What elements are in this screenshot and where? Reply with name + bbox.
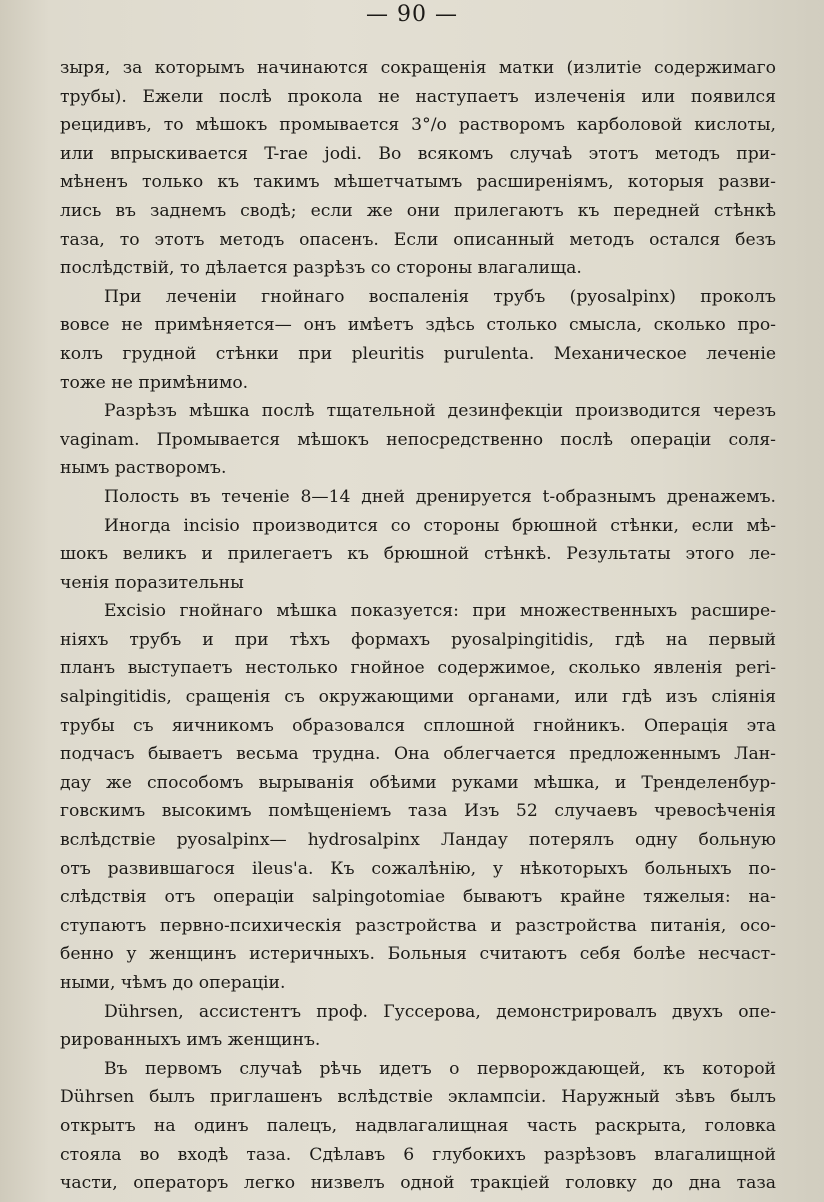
- text-line: или впрыскивается T-rae jodi. Во всякомъ случаѣ этотъ методъ при-: [60, 143, 776, 164]
- text-line: мѣненъ только къ такимъ мѣшетчатымъ расширеніямъ, которыя разви-: [60, 172, 776, 193]
- text-line: послѣдствій, то дѣлается разрѣзъ со стороны влагалища.: [60, 258, 582, 279]
- text-line: рированныхъ имъ женщинъ.: [60, 1030, 321, 1051]
- text-line: дау же способомъ вырыванія обѣими руками мѣшка, и Тренделенбур-: [60, 772, 776, 793]
- text-line: ступаютъ первно-психическія разстройства и разстройства питанія, осо-: [60, 915, 776, 936]
- text-line: тоже не примѣнимо.: [60, 372, 249, 393]
- text-line: salpingitidis, сращенія съ окружающими органами, или гдѣ изъ сліянія: [60, 687, 776, 708]
- text-line: стояла во входѣ таза. Сдѣлавъ 6 глубокихъ разрѣзовъ влагалищной: [60, 1144, 776, 1165]
- text-line: лись въ заднемъ сводѣ; если же они прилегаютъ къ передней стѣнкѣ: [60, 200, 776, 221]
- text-line: шокъ великъ и прилегаетъ къ брюшной стѣнкѣ. Результаты этого ле-: [60, 544, 776, 565]
- text-line: говскимъ высокимъ помѣщеніемъ таза Изъ 52 случаевъ чревосѣченія: [60, 801, 776, 822]
- text-line: трубы съ яичникомъ образовался сплошной гнойникъ. Операція эта: [60, 715, 776, 736]
- text-line: ченія поразительны: [60, 572, 244, 593]
- text-line: ными, чѣмъ до операціи.: [60, 973, 286, 993]
- text-line: Dührsen былъ приглашенъ вслѣдствіе эклампсіи. Наружный зѣвъ былъ: [60, 1087, 776, 1108]
- text-line: рецидивъ, то мѣшокъ промывается 3°/о растворомъ карболовой кислоты,: [60, 115, 776, 136]
- text-line: слѣдствія отъ операціи salpingotomiae бываютъ крайне тяжелыя: на-: [60, 887, 776, 908]
- text-line: Полость въ теченіе 8—14 дней дренируется t-образнымъ дренажемъ.: [104, 486, 776, 507]
- text-line: отъ развившагося ileus'a. Къ сожалѣнію, у нѣкоторыхъ больныхъ по-: [60, 858, 776, 879]
- text-line: таза, то этотъ методъ опасенъ. Если описанный методъ остался безъ: [60, 229, 776, 250]
- page-number: — 90 —: [366, 2, 458, 27]
- text-line: бенно у женщинъ истеричныхъ. Больныя считаютъ себя болѣе несчаст-: [60, 944, 776, 965]
- text-line: вовсе не примѣняется— онъ имѣетъ здѣсь столько смысла, сколько про-: [60, 315, 776, 336]
- text-line: vaginam. Промывается мѣшокъ непосредственно послѣ операціи соля-: [60, 429, 776, 450]
- text-line: части, операторъ легко низвелъ одной тракціей головку до дна таза: [60, 1173, 776, 1194]
- text-line: открытъ на одинъ палецъ, надвлагалищная часть раскрыта, головка: [60, 1115, 776, 1136]
- text-line: зыря, за которымъ начинаются сокращенія матки (излитіе содержимаго: [60, 58, 776, 78]
- text-line: вслѣдствіе pyosalpinx— hydrosalpinx Ландау потерялъ одну больную: [60, 830, 776, 851]
- text-line: ніяхъ трубъ и при тѣхъ формахъ pyosalpingitidis, гдѣ на первый: [60, 629, 776, 650]
- text-line: подчасъ бываетъ весьма трудна. Она облегчается предложеннымъ Лан-: [60, 744, 776, 765]
- text-line: трубы). Ежели послѣ прокола не наступаетъ излеченія или появился: [60, 86, 776, 107]
- text-line: Въ первомъ случаѣ рѣчь идетъ о перворождающей, къ которой: [104, 1058, 776, 1079]
- body-text: [60, 54, 776, 1198]
- text-line: Разрѣзъ мѣшка послѣ тщательной дезинфекціи производится черезъ: [104, 401, 776, 422]
- text-line: Excisio гнойнаго мѣшка показуется: при множественныхъ расшире-: [104, 601, 776, 622]
- text-line: Иногда incisio производится со стороны брюшной стѣнки, если мѣ-: [104, 515, 776, 536]
- text-line: нымъ растворомъ.: [60, 458, 227, 479]
- text-line: Dührsen, ассистентъ проф. Гуссерова, демонстрировалъ двухъ опе-: [104, 1001, 776, 1022]
- text-line: колъ грудной стѣнки при pleuritis purulenta. Механическое леченіе: [60, 343, 776, 364]
- text-line: При леченіи гнойнаго воспаленія трубъ (pyosalpinx) проколъ: [104, 286, 776, 307]
- text-line: планъ выступаетъ нестолько гнойное содержимое, сколько явленія peri-: [60, 658, 776, 679]
